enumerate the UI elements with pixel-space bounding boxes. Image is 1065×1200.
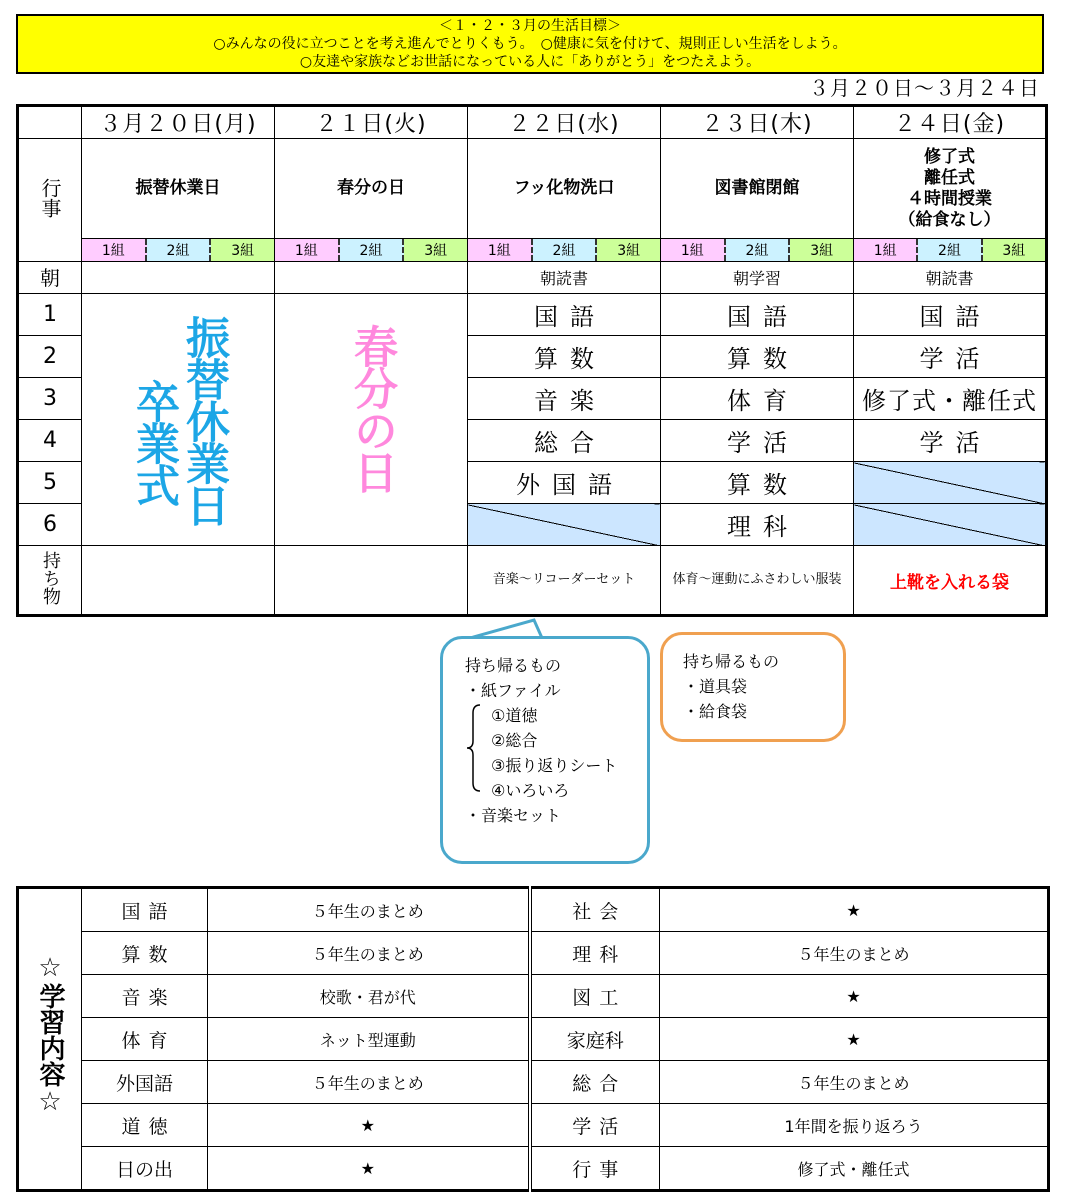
wed-period-1: 国語 — [468, 294, 661, 336]
brace-icon — [467, 703, 481, 793]
day-header-wed: ２２日(水) — [468, 106, 661, 139]
class-1: 1組 — [82, 239, 147, 261]
study-subject: 外国語 — [82, 1061, 208, 1104]
period-number: 4 — [18, 420, 82, 462]
thu-period-4: 学活 — [661, 420, 854, 462]
big-text-sotsugyoshiki: 卒業式 — [128, 378, 179, 505]
event-fri-line: ４時間授業 — [907, 188, 992, 209]
study-content: ５年生のまとめ — [660, 932, 1049, 975]
thu-period-1: 国語 — [661, 294, 854, 336]
row-label-belongings: 持ち物 — [18, 546, 82, 616]
tue-holiday-cell — [275, 294, 468, 546]
belongings-mon — [82, 546, 275, 616]
day-header-tue: ２１日(火) — [275, 106, 468, 139]
class-3: 3組 — [790, 239, 853, 261]
study-subject: 学活 — [530, 1104, 660, 1147]
event-fri-line: 修了式 — [924, 146, 975, 167]
fri-period-1: 国語 — [854, 294, 1047, 336]
class-1: 1組 — [661, 239, 726, 261]
study-content: 1年間を振り返ろう — [660, 1104, 1049, 1147]
study-content: ５年生のまとめ — [208, 1061, 530, 1104]
fri-period-3: 修了式・離任式 — [854, 378, 1047, 420]
date-range: ３月２０日～３月２４日 — [809, 76, 1040, 100]
study-subject: 総合 — [530, 1061, 660, 1104]
wed-period-4: 総合 — [468, 420, 661, 462]
period-number: 5 — [18, 462, 82, 504]
big-text-shunbun: 春分の日 — [346, 323, 397, 492]
bubble1-item: ・紙ファイル — [465, 681, 561, 700]
wed-period-5: 外国語 — [468, 462, 661, 504]
event-mon: 振替休業日 — [82, 139, 275, 239]
thu-period-2: 算数 — [661, 336, 854, 378]
class-row-tue — [275, 239, 468, 262]
study-content: ５年生のまとめ — [208, 932, 530, 975]
period-number: 2 — [18, 336, 82, 378]
study-content: 修了式・離任式 — [660, 1147, 1049, 1191]
class-1: 1組 — [468, 239, 533, 261]
study-content: ★ — [660, 888, 1049, 932]
class-2: 2組 — [147, 239, 212, 261]
mon-holiday-cell — [82, 294, 275, 546]
morning-fri: 朝読書 — [854, 262, 1047, 294]
day-header-thu: ２３日(木) — [661, 106, 854, 139]
study-subject: 行事 — [530, 1147, 660, 1191]
study-content: ネット型運動 — [208, 1018, 530, 1061]
fri-period-4: 学活 — [854, 420, 1047, 462]
study-content: ５年生のまとめ — [208, 888, 530, 932]
class-row-mon — [82, 239, 275, 262]
row-label-event: 行事 — [18, 139, 82, 262]
wed-period-3: 音楽 — [468, 378, 661, 420]
study-subject: 図工 — [530, 975, 660, 1018]
class-3: 3組 — [983, 239, 1045, 261]
goals-title: ＜１・２・３月の生活目標＞ — [439, 18, 621, 34]
bubble1-item: ・音楽セット — [465, 806, 562, 825]
fri-period-2: 学活 — [854, 336, 1047, 378]
class-3: 3組 — [404, 239, 467, 261]
class-3: 3組 — [211, 239, 274, 261]
weekly-schedule — [16, 104, 1048, 617]
class-2: 2組 — [726, 239, 791, 261]
study-content: ★ — [208, 1104, 530, 1147]
morning-wed: 朝読書 — [468, 262, 661, 294]
belongings-tue — [275, 546, 468, 616]
morning-mon — [82, 262, 275, 294]
day-header-fri: ２４日(金) — [854, 106, 1047, 139]
class-row-fri — [854, 239, 1047, 262]
study-content: ５年生のまとめ — [660, 1061, 1049, 1104]
period-number: 6 — [18, 504, 82, 546]
fri-period-5-empty — [854, 462, 1047, 504]
study-subject: 道徳 — [82, 1104, 208, 1147]
study-subject: 日の出 — [82, 1147, 208, 1191]
study-subject: 理科 — [530, 932, 660, 975]
take-home-bubble-1 — [440, 636, 650, 864]
study-content: ★ — [660, 1018, 1049, 1061]
event-fri-line: 離任式 — [924, 167, 975, 188]
big-text-furikae: 振替休業日 — [178, 314, 229, 525]
belongings-fri: 上靴を入れる袋 — [854, 546, 1047, 616]
event-thu: 図書館閉館 — [661, 139, 854, 239]
thu-period-5: 算数 — [661, 462, 854, 504]
class-3: 3組 — [597, 239, 660, 261]
thu-period-3: 体育 — [661, 378, 854, 420]
morning-thu: 朝学習 — [661, 262, 854, 294]
wed-period-6-empty — [468, 504, 661, 546]
belongings-thu: 体育～運動にふさわしい服装 — [661, 546, 854, 616]
event-tue: 春分の日 — [275, 139, 468, 239]
study-content: ★ — [660, 975, 1049, 1018]
study-subject: 家庭科 — [530, 1018, 660, 1061]
study-subject: 国語 — [82, 888, 208, 932]
bubble1-item: ②総合 — [491, 731, 538, 750]
bubble1-item: ①道徳 — [491, 706, 538, 725]
goals-banner — [16, 14, 1044, 74]
thu-period-6: 理科 — [661, 504, 854, 546]
wed-period-2: 算数 — [468, 336, 661, 378]
morning-tue — [275, 262, 468, 294]
row-label-morning: 朝 — [18, 262, 82, 294]
event-fri-line: （給食なし） — [898, 209, 1001, 230]
bubble1-title: 持ち帰るもの — [465, 656, 562, 675]
study-subject: 体育 — [82, 1018, 208, 1061]
belongings-wed: 音楽～リコーダーセット — [468, 546, 661, 616]
class-row-wed — [468, 239, 661, 262]
study-subject: 音楽 — [82, 975, 208, 1018]
study-contents-table — [16, 886, 1050, 1192]
goals-line-2: ○友達や家族などお世話になっている人に「ありがとう」をつたえよう。 — [299, 54, 761, 70]
bubble1-item: ③振り返りシート — [491, 756, 618, 775]
period-number: 3 — [18, 378, 82, 420]
class-1: 1組 — [275, 239, 340, 261]
goals-line-1: ○みんなの役に立つことを考え進んでとりくもう。 ○健康に気を付けて、規則正しい生活をしよう。 — [213, 36, 847, 52]
study-subject: 社会 — [530, 888, 660, 932]
period-number: 1 — [18, 294, 82, 336]
study-subject: 算数 — [82, 932, 208, 975]
study-side-label: ☆学習内容☆ — [18, 888, 82, 1191]
take-home-bubble-2 — [660, 632, 846, 742]
bubble2-title: 持ち帰るもの — [683, 652, 780, 671]
bubble2-item: ・道具袋 — [683, 677, 748, 696]
fri-period-6-empty — [854, 504, 1047, 546]
class-2: 2組 — [918, 239, 982, 261]
class-2: 2組 — [533, 239, 598, 261]
corner-cell — [18, 106, 82, 139]
class-row-thu — [661, 239, 854, 262]
event-wed: フッ化物洗口 — [468, 139, 661, 239]
study-content: ★ — [208, 1147, 530, 1191]
class-2: 2組 — [340, 239, 405, 261]
day-header-mon: ３月２０日(月) — [82, 106, 275, 139]
bubble1-item: ④いろいろ — [491, 781, 570, 800]
event-fri — [854, 139, 1047, 239]
bubble2-item: ・給食袋 — [683, 702, 748, 721]
class-1: 1組 — [854, 239, 918, 261]
study-content: 校歌・君が代 — [208, 975, 530, 1018]
